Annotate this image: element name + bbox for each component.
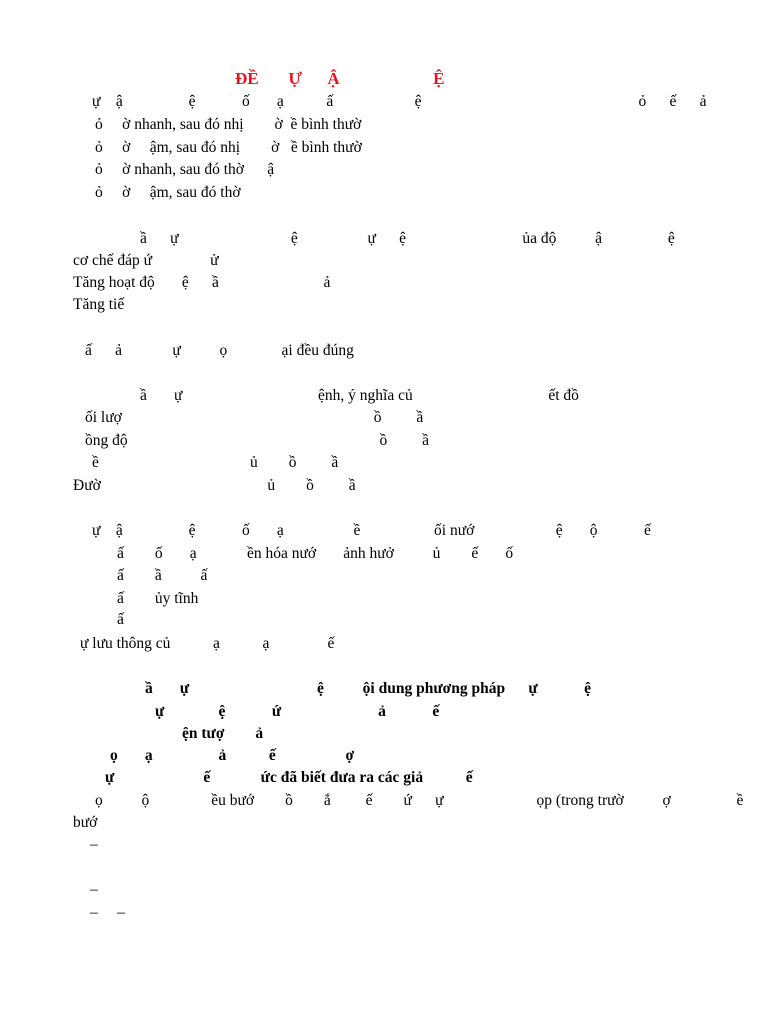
question-4-option-b: ấ ầ ấ xyxy=(117,567,208,584)
question-2-option-a: Tăng hoạt độ ệ ầ ả xyxy=(73,274,331,291)
dash-item-3: – – xyxy=(90,904,125,921)
question-5-line-3: ện tượ ả xyxy=(182,725,264,742)
question-1-option-b: ỏ ờ ậm, sau đó nhị ờ ề bình thườ xyxy=(95,139,362,156)
question-3-option-b: ồng độ ồ ầ xyxy=(85,432,430,449)
dash-item-2: – xyxy=(90,881,98,898)
question-2-option-d: ấ ả ự ọ ại đều đúng xyxy=(85,342,354,359)
question-2-stem-cont: cơ chế đáp ứ ử xyxy=(73,252,219,269)
question-2-stem: ầ ự ệ ự ệ ủa độ ậ ệ xyxy=(140,230,675,247)
question-1-option-a: ỏ ờ nhanh, sau đó nhị ờ ề bình thườ xyxy=(95,116,362,133)
question-3-option-c: ề ủ ồ ầ xyxy=(92,454,339,471)
question-5-line-2: ự ệ ứ ả ế xyxy=(155,703,440,720)
question-4-option-c: ấ ủy tĩnh xyxy=(117,590,199,607)
question-1-stem: ự ậ ệ ố ạ ấ ệ ỏ ế ả xyxy=(92,93,707,110)
question-5-line-6-cont: bướ xyxy=(73,814,98,831)
question-1-option-d: ỏ ờ ậm, sau đó thờ xyxy=(95,184,241,201)
dash-item-1: – xyxy=(90,836,98,853)
question-4-stem: ự ậ ệ ố ạ ề ối nướ ệ ộ ế xyxy=(92,522,651,539)
question-5-stem: ầ ự ệ ội dung phương pháp ự ệ xyxy=(145,680,592,697)
question-4-option-d: ấ xyxy=(117,611,124,628)
question-1-option-c: ỏ ờ nhanh, sau đó thờ ậ xyxy=(95,161,275,178)
question-3-option-d: Đườ ủ ồ ầ xyxy=(73,477,356,494)
question-5-line-5: ự ế ức đã biết đưa ra các giả ế xyxy=(105,769,473,786)
question-5-line-4: ọ ạ ả ế ợ xyxy=(110,747,355,764)
question-4-option-a: ấ ố ạ ền hóa nướ ảnh hưở ủ ế ố xyxy=(117,545,514,562)
document-title: ĐỀ Ự Ậ Ệ xyxy=(235,69,445,88)
question-5-line-6: ọ ộ ều bướ ồ ắ ế ứ ự ọp (trong trườ ợ ề xyxy=(95,792,744,809)
question-2-option-b: Tăng tiế xyxy=(73,296,125,313)
question-4-option-e: ự lưu thông củ ạ ạ ế xyxy=(80,635,335,652)
question-3-option-a: ối lượ ồ ầ xyxy=(85,409,424,426)
question-3-stem: ầ ự ệnh, ý nghĩa củ ết đồ xyxy=(140,387,579,404)
